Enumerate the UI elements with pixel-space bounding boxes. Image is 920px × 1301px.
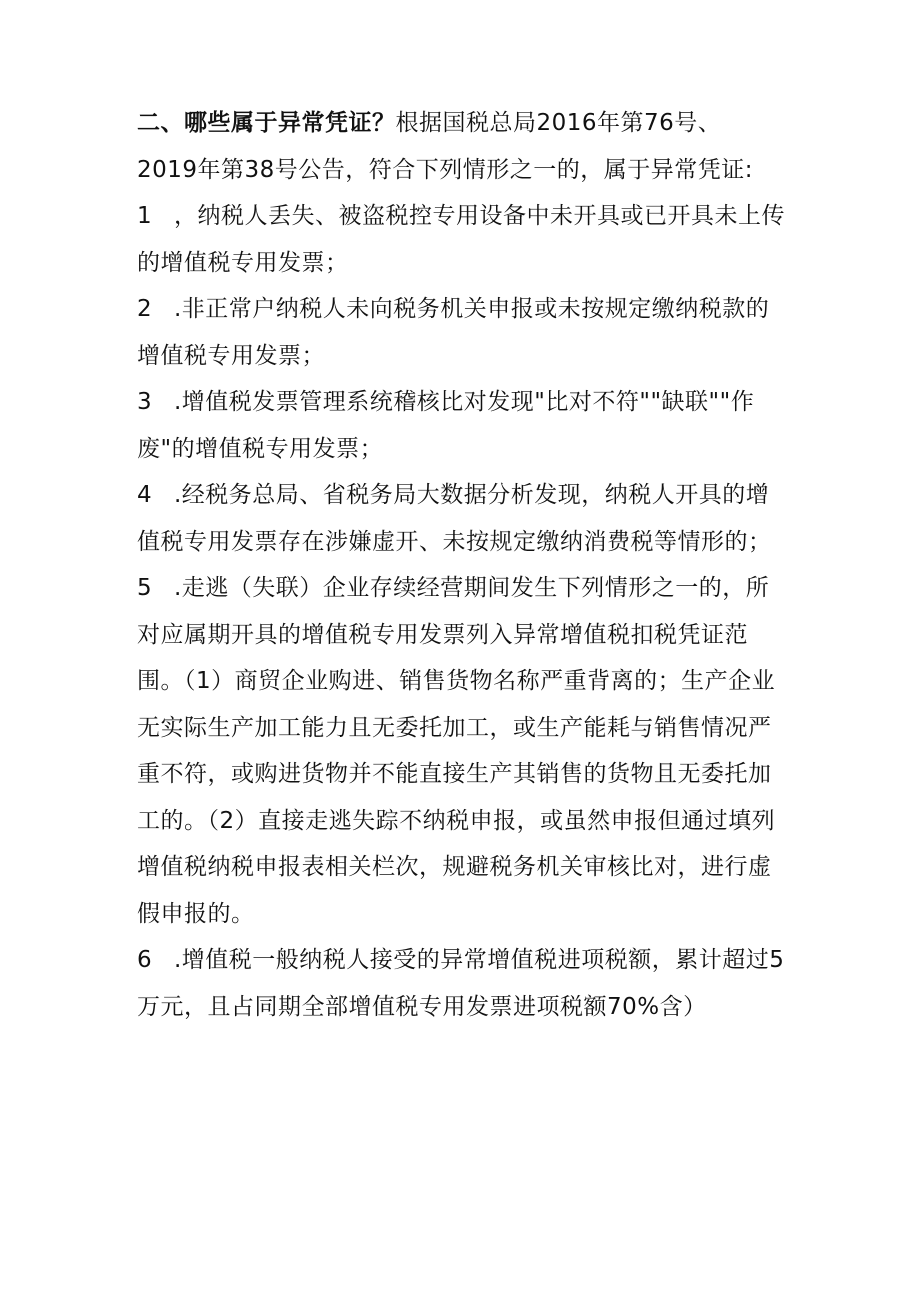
item-number: 3 [137, 389, 153, 415]
heading-title: 二、哪些属于异常凭证？ [137, 110, 396, 136]
item-number: 6 [137, 947, 153, 973]
item-number: 2 [137, 296, 153, 322]
item-number: 1 [137, 203, 153, 229]
list-item [137, 193, 787, 286]
heading-intro-continued: 2019年第38号公告，符合下列情形之一的，属于异常凭证: [137, 156, 754, 183]
item-text: .非正常户纳税人未向税务机关申报或未按规定缴纳税款的增值税专用发票； [137, 296, 770, 369]
item-text: .经税务总局、省税务局大数据分析发现，纳税人开具的增值税专用发票存在涉嫌虚开、未按规定缴纳消费税等情形的； [137, 482, 772, 555]
list-item [137, 565, 787, 937]
heading-intro: 根据国税总局2016年第76号、 [395, 110, 722, 136]
item-text: .走逃（失联）企业存续经营期间发生下列情形之一的，所对应属期开具的增值税专用发票列入异常增值税扣税凭证范围。（1）商贸企业购进、销售货物名称严重背离的；生产企业无实际生产加工能力且无委托加工，或生产能耗与销售情况严重不符，或购进货物并不能直接生产其销售的货物且无委托加工的。（2）直接走逃失踪不纳税申报，或虽然申报但通过填列增值税纳税申报表相关栏次，规避税务机关审核比对，进行虚假申报的。 [137, 575, 776, 927]
list-item [137, 937, 787, 1030]
document-body [137, 100, 787, 1030]
item-text: .增值税发票管理系统稽核比对发现"比对不符""缺联""作废"的增值税专用发票； [137, 389, 755, 462]
item-number: 4 [137, 482, 153, 508]
item-number: 5 [137, 575, 153, 601]
item-text: .增值税一般纳税人接受的异常增值税进项税额，累计超过5万元，且占同期全部增值税专用发票进项税额70%含） [137, 947, 785, 1020]
list-item [137, 472, 787, 565]
list-item [137, 379, 787, 472]
section-heading [137, 100, 787, 193]
item-text: ，纳税人丢失、被盗税控专用设备中未开具或已开具未上传的增值税专用发票； [137, 203, 785, 276]
list-item [137, 286, 787, 379]
